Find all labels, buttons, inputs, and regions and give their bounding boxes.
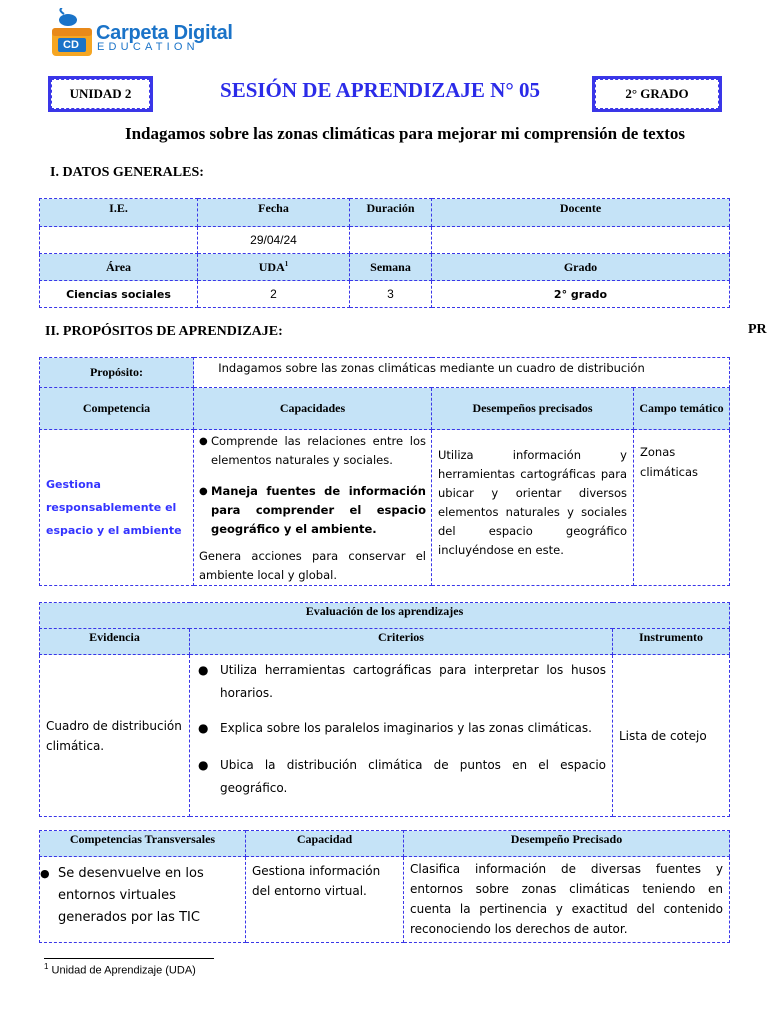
logo-title: Carpeta Digital xyxy=(96,22,233,44)
header-desempeno-precisado: Desempeño Precisado xyxy=(404,831,730,857)
criterio-3: Ubica la distribución climática de puntos en el espacio geográfico. xyxy=(220,758,606,795)
propositos-table xyxy=(39,357,730,586)
header-fecha: Fecha xyxy=(198,199,350,227)
header-evidencia: Evidencia xyxy=(40,629,190,655)
transversal-capacidad: Gestiona información del entorno virtual. xyxy=(246,857,404,943)
header-capacidad: Capacidad xyxy=(246,831,404,857)
header-competencia: Competencia xyxy=(40,388,194,430)
value-area: Ciencias sociales xyxy=(40,281,198,308)
criterio-1: Utiliza herramientas cartográficas para interpretar los husos horarios. xyxy=(220,663,606,700)
header-capacidades: Capacidades xyxy=(194,388,432,430)
instrumento-value: Lista de cotejo xyxy=(613,655,730,817)
criterio-2: Explica sobre los paralelos imaginarios y las zonas climáticas. xyxy=(220,721,592,735)
transversal-competencia-cell xyxy=(40,857,246,943)
criterios-list xyxy=(190,655,613,817)
grado-box xyxy=(592,76,722,112)
transversal-desempeno: Clasifica información de diversas fuentes y entornos sobre zonas climáticas teniendo en cuenta la pertinencia y exactitud del contenido reconociendo los derechos de autor. xyxy=(404,857,730,943)
header-semana: Semana xyxy=(350,254,432,281)
bullet-icon: ● xyxy=(40,867,50,880)
value-uda: 2 xyxy=(198,281,350,308)
edge-text: PR xyxy=(748,322,767,337)
bullet-icon: ● xyxy=(199,436,208,447)
logo-subtitle: EDUCATION xyxy=(97,41,199,53)
list-item xyxy=(40,863,241,929)
capacidades-list xyxy=(194,430,432,586)
logo-icon xyxy=(44,8,96,58)
bullet-icon: ● xyxy=(199,486,208,497)
header-docente: Docente xyxy=(432,199,730,227)
bullet-icon: ● xyxy=(198,721,209,735)
logo-mark: CD xyxy=(63,39,79,51)
header-area: Área xyxy=(40,254,198,281)
footnote-number: 1 xyxy=(44,962,49,971)
value-fecha: 29/04/24 xyxy=(198,227,350,254)
footnote-divider xyxy=(44,958,214,959)
capacidad-3: Genera acciones para conservar el ambiente local y global. xyxy=(199,549,426,582)
footnote-text: Unidad de Aprendizaje (UDA) xyxy=(51,964,196,977)
evaluacion-title: Evaluación de los aprendizajes xyxy=(40,603,730,629)
header-grado: Grado xyxy=(432,254,730,281)
campo-value: Zonas climáticas xyxy=(634,430,730,586)
list-item xyxy=(198,717,606,740)
evidencia-value: Cuadro de distribución climática. xyxy=(40,655,190,817)
uda-footnote-ref: 1 xyxy=(284,259,289,268)
value-duracion xyxy=(350,227,432,254)
value-grado: 2° grado xyxy=(432,281,730,308)
desempeno-value: Utiliza información y herramientas cartográficas para ubicar y orientar diversos elementos naturales y sociales del espacio geográfico incluyéndose en este. xyxy=(432,430,634,586)
competencia-value: Gestiona responsablemente el espacio y el ambiente xyxy=(40,430,194,586)
unidad-label: UNIDAD 2 xyxy=(51,79,150,109)
header-ie: I.E. xyxy=(40,199,198,227)
section-propositos: II. PROPÓSITOS DE APRENDIZAJE: xyxy=(45,324,283,339)
header-uda-label: UDA xyxy=(258,259,285,274)
capacidad-2: Maneja fuentes de información para comprender el espacio geográfico y el ambiente. xyxy=(211,484,426,536)
header-desempenos: Desempeños precisados xyxy=(432,388,634,430)
transversales-table xyxy=(39,830,730,943)
list-item xyxy=(199,432,426,470)
value-semana: 3 xyxy=(350,281,432,308)
header-campo: Campo temático xyxy=(634,388,730,430)
proposito-label: Propósito: xyxy=(40,358,194,388)
transversal-competencia: Se desenvuelve en los entornos virtuales generados por las TIC xyxy=(58,866,204,925)
session-title: SESIÓN DE APRENDIZAJE N° 05 xyxy=(220,78,540,102)
list-item xyxy=(199,482,426,539)
header-instrumento: Instrumento xyxy=(613,629,730,655)
section-datos-generales: I. DATOS GENERALES: xyxy=(50,165,204,180)
list-item xyxy=(198,659,606,705)
unidad-box xyxy=(48,76,153,112)
capacidad-1: Comprende las relaciones entre los elementos naturales y sociales. xyxy=(211,434,426,467)
bullet-icon: ● xyxy=(198,758,209,772)
list-item xyxy=(198,754,606,800)
header-uda xyxy=(198,254,350,281)
value-docente xyxy=(432,227,730,254)
footnote xyxy=(44,962,196,977)
value-ie xyxy=(40,227,198,254)
header-competencias-transversales: Competencias Transversales xyxy=(40,831,246,857)
page-subtitle: Indagamos sobre las zonas climáticas para mejorar mi comprensión de textos xyxy=(124,124,686,143)
header-criterios: Criterios xyxy=(190,629,613,655)
evaluacion-table xyxy=(39,602,730,817)
grado-label: 2° GRADO xyxy=(595,79,719,109)
proposito-text: Indagamos sobre las zonas climáticas mediante un cuadro de distribución xyxy=(194,358,730,388)
header-duracion: Duración xyxy=(350,199,432,227)
bullet-icon: ● xyxy=(198,663,209,677)
datos-generales-table xyxy=(39,198,730,308)
